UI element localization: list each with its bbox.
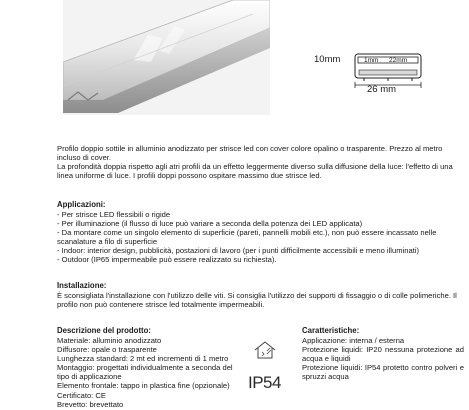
aluminium-profile-image	[63, 0, 270, 115]
description-list	[57, 336, 238, 409]
height-dimension-label: 10mm	[314, 54, 341, 65]
list-item: Materiale: alluminio anodizzato	[57, 336, 162, 345]
list-item: - Per illuminazione (il flusso di luce può variare a seconda della potenza dei LED applicata)	[57, 219, 363, 229]
list-item: - Da montare come un singolo elemento di superficie (pareti, pannelli mobili etc.), non può essere incassato nelle scanalature a filo di superficie	[57, 228, 437, 247]
installation-text: È sconsigliata l'installazione con l'utilizzo delle viti. Si consiglia l'utilizzo dei supporti di fissaggio o di colle polimeriche. Il profilo non può contenere strisce led totalmente impermeabili.	[57, 291, 457, 310]
list-item: Applicazione: interna / esterna	[302, 336, 405, 345]
list-item: Protezione liquidi: IP20 nessuna protezione ad acqua e liquidi	[302, 345, 464, 364]
applications-title: Applicazioni:	[57, 200, 106, 209]
features-section	[302, 326, 464, 381]
list-item: - Indoor: interior design, pubblicità, postazioni di lavoro (per i punti difficilmente accessibili e meno illuminati)	[57, 246, 420, 256]
profile-cross-section-icon	[354, 48, 424, 82]
width-dimension-label: 26 mm	[367, 84, 397, 95]
intro-section	[57, 144, 467, 180]
applications-list	[57, 210, 467, 265]
list-item: Diffusore: opale o trasparente	[57, 345, 157, 355]
inner-small-dimension-label: 1mm	[364, 57, 379, 64]
list-item: - Outdoor (IP65 impermeabile può essere realizzato su richiesta).	[57, 255, 277, 265]
list-item: Brevetto: brevettato	[57, 399, 124, 409]
features-title: Caratteristiche:	[302, 326, 360, 335]
description-section	[57, 326, 238, 409]
applications-section	[57, 200, 467, 265]
list-item: - Per strisce LED flessibili o rigide	[57, 210, 171, 219]
installation-section	[57, 281, 467, 309]
dimension-drawing	[310, 40, 469, 100]
inner-large-dimension-label: 22mm	[389, 57, 408, 64]
list-item: Lunghezza standard: 2 mt ed incrementi di 1 metro	[57, 354, 229, 364]
ip-rating-label: IP54	[248, 373, 281, 392]
list-item: Certificato: CE	[57, 390, 106, 400]
description-title: Descrizione del prodotto:	[57, 326, 152, 335]
ip-rating-badge	[248, 373, 281, 393]
features-list	[302, 336, 464, 381]
installation-title: Installazione:	[57, 281, 107, 290]
list-item: Montaggio: progettati individualmente a seconda del tipo di applicazione	[57, 363, 233, 382]
list-item: Elemento frontale: tappo in plastica fine (opzionale)	[57, 381, 230, 391]
intro-paragraph: Profilo doppio sottile in alluminio anodizzato per strisce led con cover colore opalino o trasparente. Prezzo al metro incluso di cover.	[57, 144, 443, 163]
product-photo	[63, 0, 270, 115]
intro-paragraph: La profondità doppia rispetto agli atri profili da un effetto leggermente diverso sulla diffusione della luce: l'effetto di una linea uniforme di luce. I profili doppi possono ospitare massimo due strisce led.	[57, 162, 453, 181]
house-icon	[253, 340, 277, 360]
list-item: Protezione liquidi: IP54 protetto contro polveri e spruzzi acqua	[302, 363, 464, 382]
